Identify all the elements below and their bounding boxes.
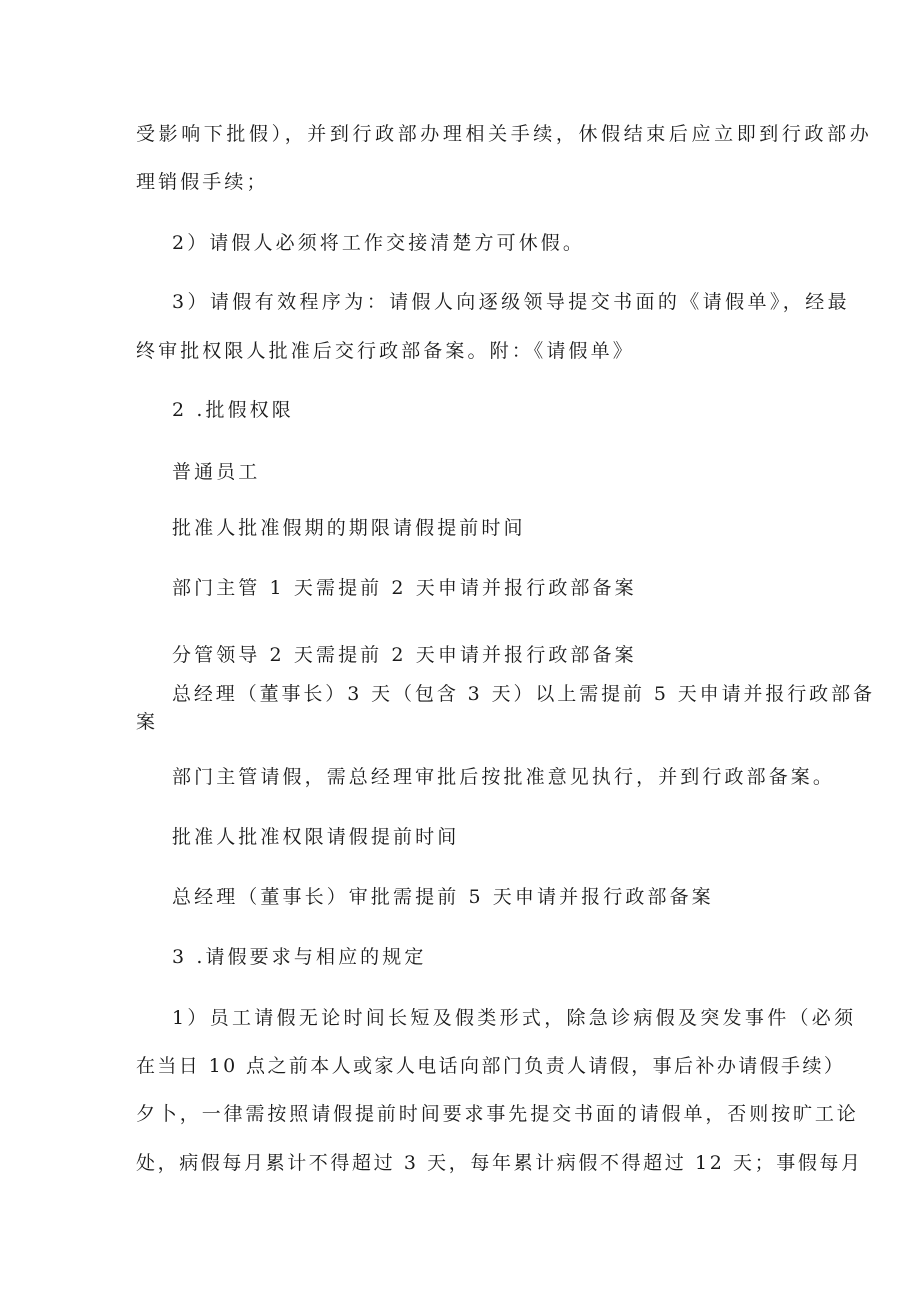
paragraph-line: 总经理（董事长）审批需提前 5 天申请并报行政部备案 (172, 886, 714, 908)
paragraph-line: 1）员工请假无论时间长短及假类形式，除急诊病假及突发事件（必须 (172, 1007, 857, 1029)
paragraph-line: 批准人批准假期的期限请假提前时间 (172, 517, 526, 539)
paragraph-line: 部门主管 1 天需提前 2 天申请并报行政部备案 (172, 577, 637, 599)
paragraph-line: 处，病假每月累计不得超过 3 天，每年累计病假不得超过 12 天；事假每月 (136, 1152, 863, 1174)
paragraph-line: 总经理（董事长）3 天（包含 3 天）以上需提前 5 天申请并报行政部备 (172, 683, 875, 705)
paragraph-line: 终审批权限人批准后交行政部备案。附：《请假单》 (136, 340, 635, 362)
paragraph-line: 2）请假人必须将工作交接清楚方可休假。 (172, 232, 585, 254)
paragraph-line: 夕卜，一律需按照请假提前时间要求事先提交书面的请假单，否则按旷工论 (136, 1103, 859, 1125)
paragraph-line: 受影响下批假），并到行政部办理相关手续，休假结束后应立即到行政部办 (136, 123, 873, 145)
paragraph-line: 在当日 10 点之前本人或家人电话向部门负责人请假，事后补办请假手续） (136, 1055, 846, 1077)
paragraph-line: 分管领导 2 天需提前 2 天申请并报行政部备案 (172, 644, 637, 666)
paragraph-line: 批准人批准权限请假提前时间 (172, 826, 460, 848)
paragraph-line: 3）请假有效程序为：请假人向逐级领导提交书面的《请假单》，经最 (172, 291, 850, 313)
paragraph-line: 普通员工 (172, 461, 261, 483)
paragraph-line: 理销假手续； (136, 171, 269, 193)
section-heading: 3 .请假要求与相应的规定 (172, 946, 427, 968)
paragraph-line: 部门主管请假，需总经理审批后按批准意见执行，并到行政部备案。 (172, 766, 836, 788)
section-heading: 2 .批假权限 (172, 399, 294, 421)
paragraph-line: 案 (136, 711, 159, 733)
